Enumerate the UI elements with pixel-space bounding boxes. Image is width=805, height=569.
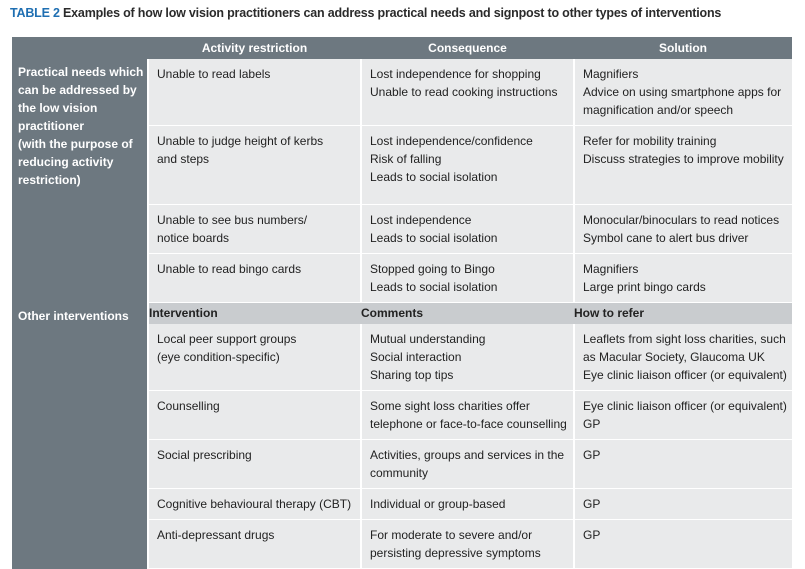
cell-line: telephone or face-to-face counselling — [370, 417, 567, 431]
cell-line: community — [370, 466, 429, 480]
cell-line: GP — [583, 528, 601, 542]
cell-line: Leaflets from sight loss charities, such — [583, 332, 786, 346]
cell-line: Mutual understanding — [370, 332, 486, 346]
cell-comments — [361, 440, 574, 489]
cell-line: Leads to social isolation — [370, 231, 498, 245]
header-solution: Solution — [574, 37, 792, 59]
cell-line: Monocular/binoculars to read notices — [583, 213, 780, 227]
cell-line: Sharing top tips — [370, 368, 454, 382]
cell-consequence — [361, 205, 574, 254]
cell-line: Social interaction — [370, 350, 462, 364]
cell-line: Discuss strategies to improve mobility — [583, 152, 784, 166]
section-practical-needs-label — [12, 59, 148, 303]
cell-line: Social prescribing — [157, 448, 252, 462]
cell-line: Eye clinic liaison officer (or equivalent) — [583, 368, 787, 382]
cell-line: Magnifiers — [583, 262, 639, 276]
cell-line: Advice on using smartphone apps for — [583, 85, 782, 99]
cell-line: Unable to read cooking instructions — [370, 85, 558, 99]
cell-how-to-refer — [574, 391, 792, 440]
cell-line: Stopped going to Bingo — [370, 262, 495, 276]
sub-header-intervention: Intervention — [148, 303, 361, 325]
cell-line: and steps — [157, 152, 210, 166]
sub-header-how-to-refer: How to refer — [574, 303, 792, 325]
cell-line: Unable to read labels — [157, 67, 271, 81]
table-label: TABLE 2 — [10, 6, 60, 20]
cell-how-to-refer — [574, 520, 792, 569]
cell-line: Individual or group-based — [370, 497, 506, 511]
cell-intervention — [148, 520, 361, 569]
section-title-line: Other interventions — [18, 308, 129, 323]
header-corner — [12, 37, 148, 59]
cell-line: For moderate to severe and/or — [370, 528, 533, 542]
cell-consequence — [361, 59, 574, 126]
section-title-line: the low vision — [18, 101, 98, 115]
sub-header-row — [12, 303, 792, 325]
cell-how-to-refer — [574, 489, 792, 520]
cell-line: GP — [583, 497, 601, 511]
cell-intervention — [148, 440, 361, 489]
cell-how-to-refer — [574, 324, 792, 391]
cell-line: Lost independence/confidence — [370, 134, 533, 148]
interventions-table — [12, 37, 792, 569]
cell-line: Leads to social isolation — [370, 170, 498, 184]
cell-activity — [148, 205, 361, 254]
sub-header-comments: Comments — [361, 303, 574, 325]
cell-intervention — [148, 391, 361, 440]
cell-line: (eye condition-specific) — [157, 350, 280, 364]
cell-activity — [148, 254, 361, 303]
cell-line: Counselling — [157, 399, 220, 413]
section-title-line: Practical needs which — [18, 65, 144, 79]
cell-activity — [148, 126, 361, 205]
cell-activity — [148, 59, 361, 126]
cell-line: GP — [583, 417, 601, 431]
section-title-line: practitioner — [18, 119, 85, 133]
cell-solution — [574, 59, 792, 126]
cell-solution — [574, 205, 792, 254]
cell-solution — [574, 126, 792, 205]
cell-line: Cognitive behavioural therapy (CBT) — [157, 497, 352, 511]
cell-line: Lost independence — [370, 213, 472, 227]
cell-line: Refer for mobility training — [583, 134, 717, 148]
cell-intervention — [148, 489, 361, 520]
cell-how-to-refer — [574, 440, 792, 489]
cell-line: Unable to see bus numbers/ — [157, 213, 308, 227]
cell-line: Local peer support groups — [157, 332, 297, 346]
cell-line: Large print bingo cards — [583, 280, 706, 294]
cell-consequence — [361, 126, 574, 205]
section-title-line: restriction) — [18, 173, 81, 187]
table-row — [12, 59, 792, 126]
cell-line: notice boards — [157, 231, 230, 245]
cell-comments — [361, 324, 574, 391]
cell-solution — [574, 254, 792, 303]
header-consequence: Consequence — [361, 37, 574, 59]
cell-line: Unable to read bingo cards — [157, 262, 302, 276]
cell-line: Anti-depressant drugs — [157, 528, 275, 542]
cell-line: Magnifiers — [583, 67, 639, 81]
section-title-line: reducing activity — [18, 155, 114, 169]
cell-intervention — [148, 324, 361, 391]
cell-line: as Macular Society, Glaucoma UK — [583, 350, 765, 364]
cell-line: Unable to judge height of kerbs — [157, 134, 324, 148]
cell-line: Leads to social isolation — [370, 280, 498, 294]
table-title: Examples of how low vision practitioners can address practical needs and signpost to other types of interventions — [63, 6, 722, 20]
section-title-line: can be addressed by — [18, 83, 137, 97]
section-title-line: (with the purpose of — [18, 137, 133, 151]
cell-line: Some sight loss charities offer — [370, 399, 530, 413]
header-row — [12, 37, 792, 59]
cell-line: persisting depressive symptoms — [370, 546, 541, 560]
cell-comments — [361, 489, 574, 520]
cell-line: Risk of falling — [370, 152, 442, 166]
cell-comments — [361, 520, 574, 569]
table-caption — [10, 6, 721, 20]
cell-line: Activities, groups and services in the — [370, 448, 565, 462]
header-activity-restriction: Activity restriction — [148, 37, 361, 59]
cell-line: GP — [583, 448, 601, 462]
cell-line: magnification and/or speech — [583, 103, 734, 117]
cell-comments — [361, 391, 574, 440]
cell-consequence — [361, 254, 574, 303]
cell-line: Eye clinic liaison officer (or equivalent) — [583, 399, 787, 413]
cell-line: Lost independence for shopping — [370, 67, 541, 81]
cell-line: Symbol cane to alert bus driver — [583, 231, 749, 245]
